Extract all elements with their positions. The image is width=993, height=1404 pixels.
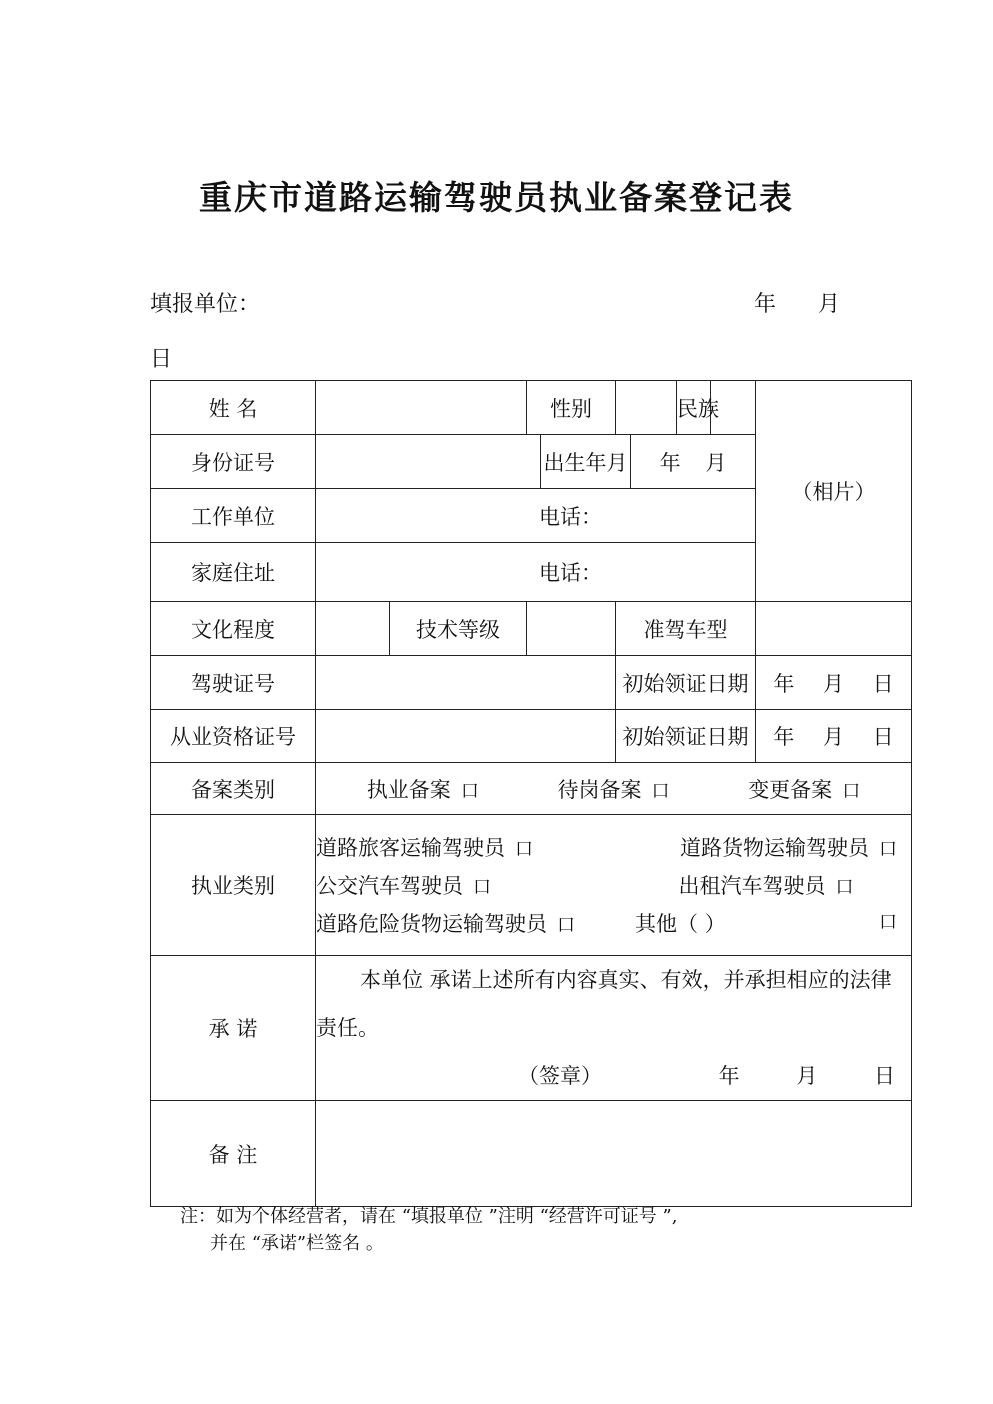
checkbox-icon[interactable]: 口 [842, 780, 861, 802]
filing-category-label: 备案类别 [151, 763, 316, 815]
checkbox-icon[interactable]: 口 [557, 915, 575, 936]
qualification-no-label: 从业资格证号 [151, 710, 316, 763]
home-address-label: 家庭住址 [151, 543, 316, 602]
gender-label: 性别 [527, 381, 616, 435]
vehicle-type-label: 准驾车型 [616, 602, 756, 656]
ethnicity-label: 民族 [677, 381, 711, 435]
checkbox-icon[interactable]: 口 [515, 839, 533, 860]
birth-label: 出生年月 [541, 435, 631, 489]
filing-option-standby[interactable]: 待岗备案 口 [557, 777, 670, 802]
promise-text: 本单位 承诺上述所有内容真实、有效，并承担相应的法律责任。 [316, 968, 892, 1040]
home-address-field[interactable] [316, 543, 756, 602]
practice-option-hazardous[interactable]: 道路危险货物运输驾驶员 口 [316, 912, 575, 936]
header-month-label: 月 [818, 292, 841, 317]
birth-year-month[interactable]: 年 月 [631, 435, 756, 489]
footnote-line1: 注：如为个体经营者，请在 “填报单位 ”注明 “经营许可证号 ”, [180, 1206, 678, 1227]
license-first-issue-date[interactable]: 年 月 日 [756, 656, 912, 710]
education-field[interactable] [316, 602, 390, 656]
checkbox-icon[interactable]: 口 [460, 780, 479, 802]
signature-row[interactable] [316, 1052, 911, 1100]
license-first-issue-label: 初始领证日期 [616, 656, 756, 710]
home-phone-label: 电话： [539, 561, 602, 585]
checkbox-icon[interactable]: 口 [879, 912, 898, 933]
practice-option-passenger[interactable]: 道路旅客运输驾驶员 口 [316, 836, 533, 860]
photo-cell[interactable]: （相片） [756, 381, 912, 602]
work-unit-label: 工作单位 [151, 489, 316, 543]
remarks-label: 备 注 [151, 1101, 316, 1207]
footnote-line2: 并在 “承诺”栏签名 。 [210, 1233, 384, 1254]
work-phone-label: 电话： [539, 504, 602, 529]
checkbox-icon[interactable]: 口 [835, 877, 854, 898]
sign-month: 月 [796, 1064, 818, 1088]
checkbox-icon[interactable]: 口 [473, 877, 491, 898]
qualification-no-field[interactable] [316, 710, 616, 763]
gender-field[interactable] [616, 381, 677, 435]
practice-option-taxi[interactable]: 出租汽车驾驶员 口 [678, 874, 854, 898]
header-day-label: 日 [150, 347, 173, 372]
sign-day: 日 [874, 1064, 896, 1088]
license-no-label: 驾驶证号 [151, 656, 316, 710]
reporting-unit-label: 填报单位： [150, 292, 261, 317]
license-no-field[interactable] [316, 656, 616, 710]
practice-option-bus[interactable]: 公交汽车驾驶员 口 [316, 874, 491, 898]
filing-option-change[interactable]: 变更备案 口 [748, 777, 861, 802]
form-title: 重庆市道路运输驾驶员执业备案登记表 [199, 178, 794, 217]
practice-option-other[interactable]: 其他（ ） 口 [635, 908, 897, 938]
tech-level-label: 技术等级 [390, 602, 527, 656]
qualification-first-issue-label: 初始领证日期 [616, 710, 756, 763]
id-number-label: 身份证号 [151, 435, 316, 489]
name-field[interactable] [316, 381, 527, 435]
filing-option-practice[interactable]: 执业备案 口 [366, 777, 479, 802]
header-year-label: 年 [754, 292, 777, 317]
seal-label: （签章） [517, 1064, 602, 1088]
sign-year: 年 [718, 1064, 740, 1088]
practice-category-label: 执业类别 [151, 815, 316, 956]
work-unit-field[interactable] [316, 489, 756, 543]
name-label: 姓 名 [151, 381, 316, 435]
qualification-first-issue-date[interactable]: 年 月 日 [756, 710, 912, 763]
tech-level-field[interactable] [527, 602, 616, 656]
practice-category-options [316, 815, 912, 956]
checkbox-icon[interactable]: 口 [651, 780, 670, 802]
checkbox-icon[interactable]: 口 [879, 839, 898, 860]
id-number-field[interactable] [316, 435, 541, 489]
registration-table [150, 380, 912, 1207]
promise-cell [316, 956, 912, 1101]
filing-category-options [316, 763, 912, 815]
practice-option-freight[interactable]: 道路货物运输驾驶员 口 [680, 836, 898, 860]
remarks-field[interactable] [316, 1101, 912, 1207]
vehicle-type-field[interactable] [756, 602, 912, 656]
promise-label: 承 诺 [151, 956, 316, 1101]
education-label: 文化程度 [151, 602, 316, 656]
